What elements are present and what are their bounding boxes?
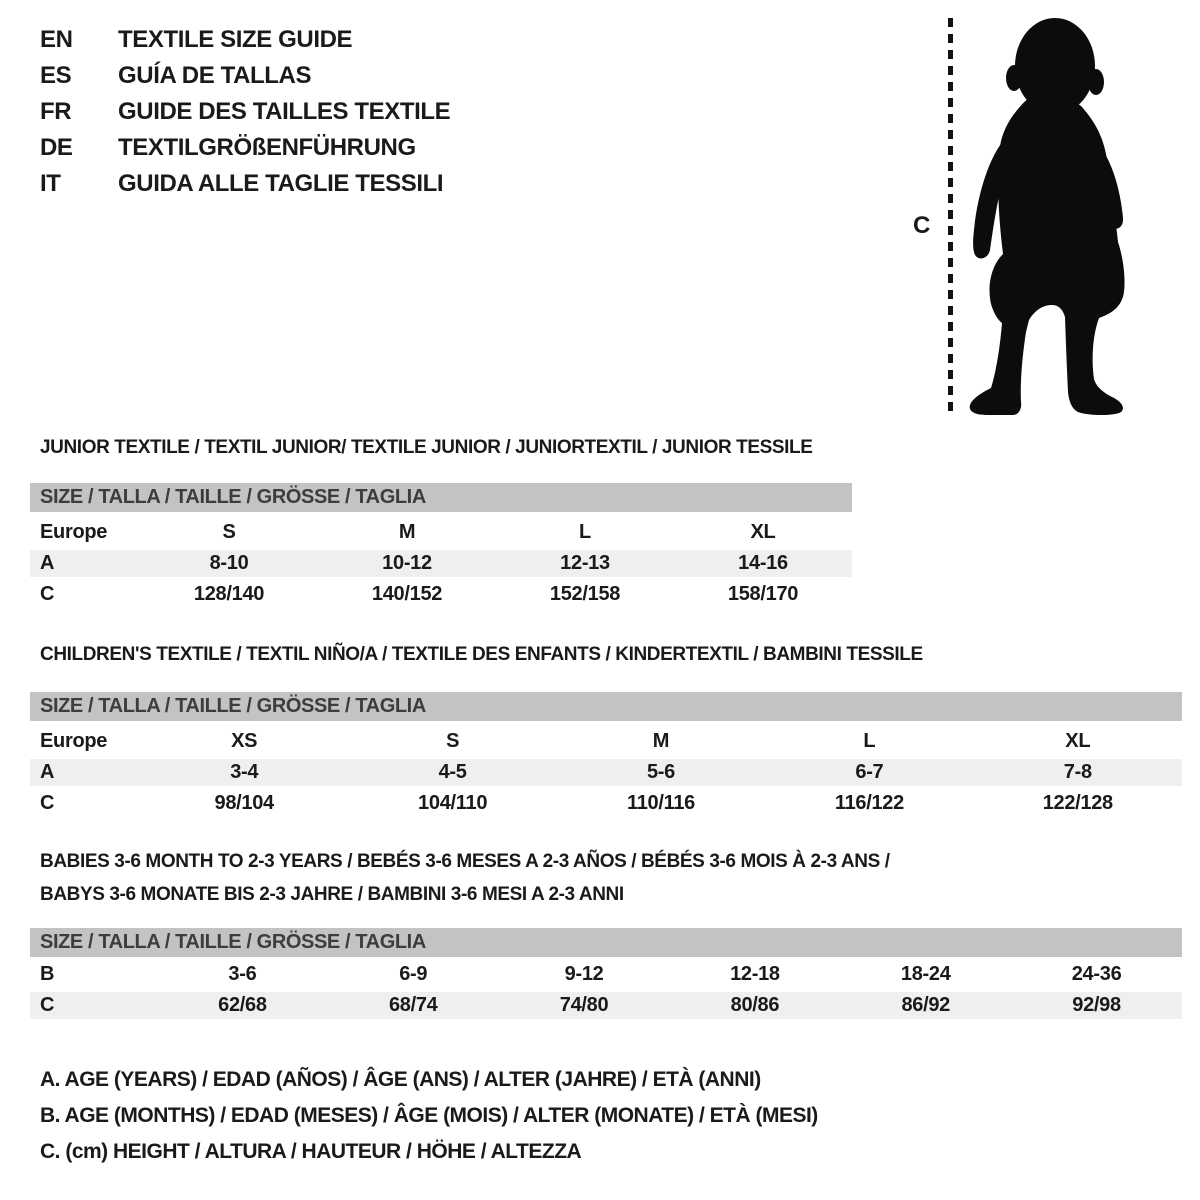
language-title: GUÍA DE TALLAS — [118, 62, 312, 89]
babies-title-line1: BABIES 3-6 MONTH TO 2-3 YEARS / BEBÉS 3-6 MESES A 2-3 AÑOS / BÉBÉS 3-6 MOIS À 2-3 ANS / — [40, 851, 890, 872]
table-cell: 80/86 — [730, 994, 780, 1016]
region-label: Europe — [40, 521, 108, 543]
column-header: S — [222, 521, 236, 543]
table-cell: 24-36 — [1071, 963, 1122, 985]
table-cell: 12-13 — [560, 552, 610, 574]
table-cell: 6-9 — [399, 963, 428, 985]
legend-line-age-years: A. AGE (YEARS) / EDAD (AÑOS) / ÂGE (ANS) / ALTER (JAHRE) / ETÀ (ANNI) — [40, 1068, 761, 1091]
junior-size-table — [30, 483, 852, 610]
language-code: FR — [40, 98, 72, 125]
legend-line-height: C. (cm) HEIGHT / ALTURA / HAUTEUR / HÖHE / ALTEZZA — [40, 1140, 582, 1163]
column-header: M — [652, 730, 670, 752]
column-header: XL — [1065, 730, 1091, 752]
size-header-bar: SIZE / TALLA / TAILLE / GRÖSSE / TAGLIA — [30, 928, 1182, 957]
table-cell: 128/140 — [193, 583, 265, 605]
measurement-legend — [40, 1062, 818, 1170]
table-cell: 98/104 — [214, 792, 274, 814]
table-cell: 74/80 — [559, 994, 609, 1016]
row-label: B — [40, 963, 55, 985]
column-header: L — [863, 730, 876, 752]
language-title-list — [40, 22, 450, 202]
table-cell: 7-8 — [1063, 761, 1092, 783]
language-code: ES — [40, 62, 72, 89]
babies-section-title — [40, 845, 890, 911]
language-row-es — [40, 58, 450, 94]
table-cell: 14-16 — [738, 552, 788, 574]
table-cell: 5-6 — [646, 761, 675, 783]
legend-line-age-months: B. AGE (MONTHS) / EDAD (MESES) / ÂGE (MOIS) / ALTER (MONATE) / ETÀ (MESI) — [40, 1104, 818, 1127]
table-cell: 3-4 — [230, 761, 259, 783]
children-size-table — [30, 692, 1182, 819]
table-row-age — [30, 548, 852, 579]
table-cell: 116/122 — [834, 792, 904, 814]
table-row-age — [30, 757, 1182, 788]
table-row-height — [30, 990, 1182, 1021]
table-cell: 9-12 — [564, 963, 604, 985]
language-row-it — [40, 166, 450, 202]
language-row-en — [40, 22, 450, 58]
babies-size-table — [30, 928, 1182, 1021]
language-row-de — [40, 130, 450, 166]
region-label: Europe — [40, 730, 108, 752]
column-header-row — [30, 726, 1182, 757]
table-cell: 18-24 — [900, 963, 951, 985]
table-cell: 62/68 — [218, 994, 267, 1016]
children-section-title: CHILDREN'S TEXTILE / TEXTIL NIÑO/A / TEXTILE DES ENFANTS / KINDERTEXTIL / BAMBINI TESSILE — [40, 644, 923, 665]
junior-section-title: JUNIOR TEXTILE / TEXTIL JUNIOR/ TEXTILE JUNIOR / JUNIORTEXTIL / JUNIOR TESSILE — [40, 437, 813, 458]
row-label: C — [40, 994, 55, 1016]
table-cell: 68/74 — [388, 994, 438, 1016]
row-label: C — [40, 792, 55, 814]
language-title: TEXTILGRÖßENFÜHRUNG — [118, 134, 416, 161]
table-cell: 12-18 — [730, 963, 780, 985]
language-code: DE — [40, 134, 73, 161]
table-cell: 6-7 — [855, 761, 884, 783]
column-header: XL — [750, 521, 776, 543]
language-code: EN — [40, 26, 73, 53]
language-title: TEXTILE SIZE GUIDE — [118, 26, 353, 53]
table-cell: 122/128 — [1042, 792, 1113, 814]
table-row-height — [30, 788, 1182, 819]
table-cell: 3-6 — [228, 963, 257, 985]
row-label: A — [40, 761, 55, 783]
language-row-fr — [40, 94, 450, 130]
language-title: GUIDA ALLE TAGLIE TESSILI — [118, 170, 444, 197]
column-header-row — [30, 517, 852, 548]
table-cell: 140/152 — [371, 583, 443, 605]
table-cell: 4-5 — [438, 761, 467, 783]
column-header: S — [446, 730, 460, 752]
table-cell: 10-12 — [382, 552, 432, 574]
height-measure-dashed-line — [948, 18, 953, 416]
language-code: IT — [40, 170, 61, 197]
column-header: XS — [231, 730, 258, 752]
size-header-bar: SIZE / TALLA / TAILLE / GRÖSSE / TAGLIA — [30, 483, 852, 512]
column-header: M — [398, 521, 416, 543]
table-cell: 110/116 — [626, 792, 695, 814]
height-measure-label: C — [913, 212, 931, 239]
table-cell: 92/98 — [1072, 994, 1121, 1016]
column-header: L — [579, 521, 591, 543]
table-cell: 152/158 — [549, 583, 621, 605]
language-title: GUIDE DES TAILLES TEXTILE — [118, 98, 451, 125]
babies-title-line2: BABYS 3-6 MONATE BIS 2-3 JAHRE / BAMBINI 3-6 MESI A 2-3 ANNI — [40, 884, 624, 905]
table-cell: 8-10 — [209, 552, 249, 574]
row-label: C — [40, 583, 55, 605]
table-cell: 104/110 — [418, 792, 488, 814]
table-cell: 158/170 — [727, 583, 799, 605]
table-row-height — [30, 579, 852, 610]
toddler-silhouette-image — [963, 16, 1135, 418]
table-cell: 86/92 — [901, 994, 951, 1016]
row-label: A — [40, 552, 55, 574]
size-header-bar: SIZE / TALLA / TAILLE / GRÖSSE / TAGLIA — [30, 692, 1182, 721]
table-row-age-months — [30, 959, 1182, 990]
